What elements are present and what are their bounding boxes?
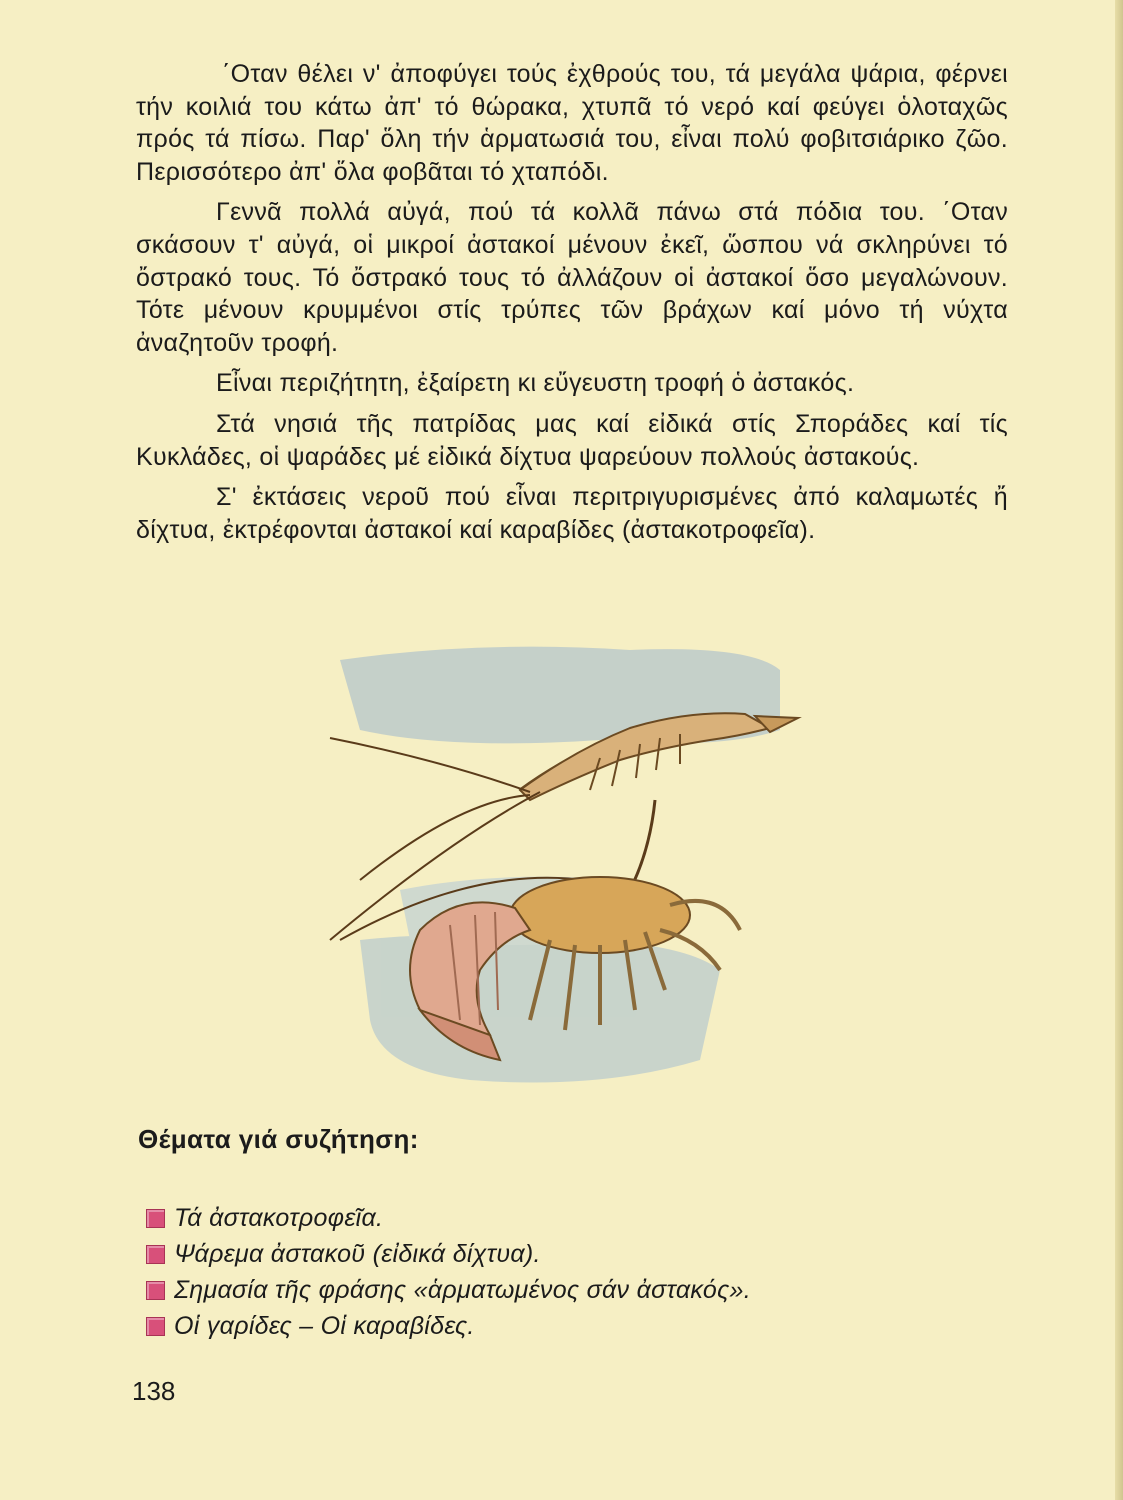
topic-text: Σημασία τῆς φράσης «ἁρματωμένος σάν ἀστακός». [174, 1275, 752, 1304]
pink-square-bullet-icon [146, 1317, 165, 1336]
body-text [136, 58, 1008, 554]
list-item [146, 1200, 751, 1236]
pink-square-bullet-icon [146, 1281, 165, 1300]
discussion-topics-heading: Θέματα γιά συζήτηση: [138, 1124, 419, 1154]
pink-square-bullet-icon [146, 1209, 165, 1228]
paragraph-5: Σ' ἐκτάσεις νεροῦ πού εἶναι περιτριγυρισμένες ἀπό καλαμωτές ἤ δίχτυα, ἐκτρέφονται ἀστακοί καί καραβίδες (ἀστακοτροφεῖα). [136, 483, 1008, 544]
list-item [146, 1308, 751, 1344]
lobster-shrimp-illustration [300, 640, 820, 1100]
water-wash [340, 647, 780, 1083]
topic-text: Ψάρεμα ἀστακοῦ (εἰδικά δίχτυα). [174, 1239, 541, 1268]
discussion-topics-list [146, 1200, 751, 1344]
topic-text: Τά ἀστακοτροφεῖα. [174, 1203, 384, 1232]
paragraph-2: Γεννᾶ πολλά αὐγά, πού τά κολλᾶ πάνω στά πόδια του. ΄Οταν σκάσουν τ' αὐγά, οἱ μικροί ἀστακοί μένουν ἐκεῖ, ὥσπου νά σκληρύνει τό ὄστρακό τους. Τό ὄστρακό τους τό ἀλλάζουν οἱ ἀστακοί ὅσο μεγαλώνουν. Τότε μένουν κρυμμένοι στίς τρύπες τῶν βράχων καί μόνο τή νύχτα ἀναζητοῦν τροφή. [136, 198, 1008, 357]
pink-square-bullet-icon [146, 1245, 165, 1264]
page-number: 138 [132, 1376, 176, 1406]
list-item [146, 1236, 751, 1272]
paragraph-4: Στά νησιά τῆς πατρίδας μας καί εἰδικά στίς Σποράδες καί τίς Κυκλάδες, οἱ ψαράδες μέ εἰδικά δίχτυα ψαρεύουν πολλούς ἀστακούς. [136, 409, 1008, 471]
paragraph-1: ΄Οταν θέλει ν' ἀποφύγει τούς ἐχθρούς του, τά μεγάλα ψάρια, φέρνει τήν κοιλιά του κάτω ἀπ' τό θώρακα, χτυπᾶ τό νερό καί φεύγει ὁλοταχῶς πρός τά πίσω. Παρ' ὅλη τήν ἁρματωσιά του, εἶναι πολύ φοβιτσιάρικο ζῶο. Περισσότερο ἀπ' ὅλα φοβᾶται τό χταπόδι. [136, 60, 1008, 186]
page-edge [1115, 0, 1123, 1500]
topic-text: Οἱ γαρίδες – Οἱ καραβίδες. [174, 1311, 475, 1340]
paragraph-3: Εἶναι περιζήτητη, ἐξαίρετη κι εὔγευστη τροφή ὁ ἀστακός. [216, 369, 855, 398]
list-item [146, 1272, 751, 1308]
